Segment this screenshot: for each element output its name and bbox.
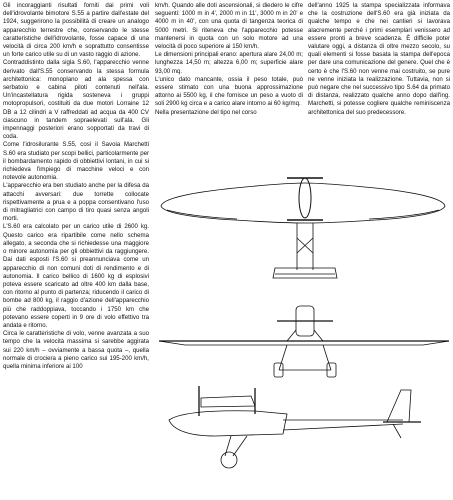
paragraph: L'S.60 era calcolato per un carico utile di 2600 kg. Questo carico era ripartibile come nello schema allegato, a seconda che si richiedesse una maggiore o minore autonomia per gli obbiettivi da raggiungere. Dai dati esposti l'S.60 si preannunciava come un apparecchio di non comuni doti di rendimento e di autonomia. Il carico bellico di 1600 kg di esplosivi poteva essere scaricato ad oltre 400 km dalla base, con ritorno al punto di partenza; riducendo il carico di bombe ad 800 kg, il raggio d'azione dell'apparecchio più che raddoppiava, toccando i 1750 km che potevano essere coperti in 9 ore di volo effettivo tra andata e ritorno. — [3, 223, 149, 329]
engine-strut — [314, 330, 323, 341]
paragraph: km/h. Quando alle doti ascensionali, si diedero le cifre seguenti: 1000 m in 4', 2000 m in 11', 3000 m in 20' e 4000 m in 40', con una quota di tangenza teorica di 5000 metri. Si riteneva che l'apparecchio potesse mantenersi in quota con un solo motore ad una velocità di poco superiore ai 150 km/h. — [155, 2, 303, 51]
side-tail-boom — [283, 424, 403, 430]
text-column-1 — [3, 2, 149, 498]
paragraph: dell'anno 1925 la stampa specializzata informava che la costruzione dell'S.60 era già iniziata da qualche tempo e che nei cantieri si lavorava alacremente perché i primi esemplari venissero ad essere pronti a breve scadenza. È difficile poter valutare oggi, a distanza di oltre mezzo secolo, su quali elementi si fosse basata la stampa dell'epoca per dare una comunicazione del genere. Quel che è certo è che l'S.60 non venne mai costruito, se pure ne venne iniziata la realizzazione. Tuttavia, non si può negare che nel successivo tipo S.64 da primato di distanza, realizzato qualche anno dopo dall'ing. Marchetti, si potesse cogliere qualche reminiscenza architettonica del suo predecessore. — [308, 2, 450, 116]
plan-view — [161, 178, 445, 278]
engine-strut — [287, 330, 296, 341]
side-wheel — [221, 452, 237, 468]
side-gear — [233, 436, 247, 456]
paragraph: Gli incoraggianti risultati forniti dai primi voli dell'idrovolante bimotore S.55 a partire dall'estate del 1924, suggerirono la possibilità di creare un analogo apparecchio terrestre che, conservando le stesse caratteristiche dell'idrovolante, fosse capace di una velocità di circa 200 km/h e soprattutto consentisse un forte carico utile su di un vasto raggio di azione. — [3, 2, 149, 59]
side-fuselage — [169, 411, 287, 436]
front-wing-tip — [159, 341, 449, 345]
side-engine — [201, 396, 255, 407]
text-column-2 — [155, 2, 303, 157]
paragraph: Le dimensioni principali erano: apertura alare 24,00 m; lunghezza 14,50 m; altezza 6,00 m; superficie alare 93,00 mq. — [155, 51, 303, 75]
aircraft-three-view-drawing — [155, 158, 453, 500]
paragraph: L'apparecchio era ben studiato anche per la difesa da attacchi avversari: due torrette collocate rispettivamente a prua e a poppa consentivano l'uso di mitragliatrici con campo di tiro quasi senza angoli morti. — [3, 182, 149, 223]
paragraph: Come l'idrosilurante S.55, così il Savoia Marchetti S.60 era studiato per scopi bellici, particolarmente per il bombardamento rapido di obbiettivi lontani, in cui si richiedeva l'impiego di macchine veloci e con notevole autonomia. — [3, 141, 149, 182]
tail-skid — [393, 424, 401, 438]
tailplane — [273, 268, 337, 278]
side-view — [169, 386, 421, 468]
text-column-3 — [308, 2, 450, 132]
paragraph: L'unico dato mancante, ossia il peso totale, può essere stimato con una buona approssimazione attorno ai 5500 kg, il che fornisce un peso a vuoto di soli 2900 kg circa e a carico alare intorno ai 60 kg/mq. — [155, 75, 303, 108]
paragraph: Circa le caratteristiche di volo, venne avanzata a suo tempo che la velocità massima si sarebbe aggirata sui 220 km/h – ovviamente a bassa quota –, quella normale di crociera a pieno carico sui 195-200 km/h, quella minima inferiore ai 100 — [3, 330, 149, 370]
side-fin — [387, 390, 411, 422]
paragraph: Contraddistinto dalla sigla S.60, l'apparecchio venne derivato dall'S.55 conservando la stessa formula architettonica: monoplano ad ala spessa con serbatoio e cabina piloti contenuti nell'ala. Un'incastellatura rigida sosteneva i gruppi motopropulsori, costituiti da due motori Lorraine 12 DB a 12 cilindri a V raffreddati ad acqua da 400 CV ciascuno in tandem sopraelevati sull'ala. Gli impennaggi posteriori erano sopportati da travi di coda. — [3, 59, 149, 141]
engine-nacelle — [299, 178, 311, 218]
paragraph: Nella presentazione del tipo nel corso — [155, 108, 257, 116]
front-view — [159, 306, 449, 377]
